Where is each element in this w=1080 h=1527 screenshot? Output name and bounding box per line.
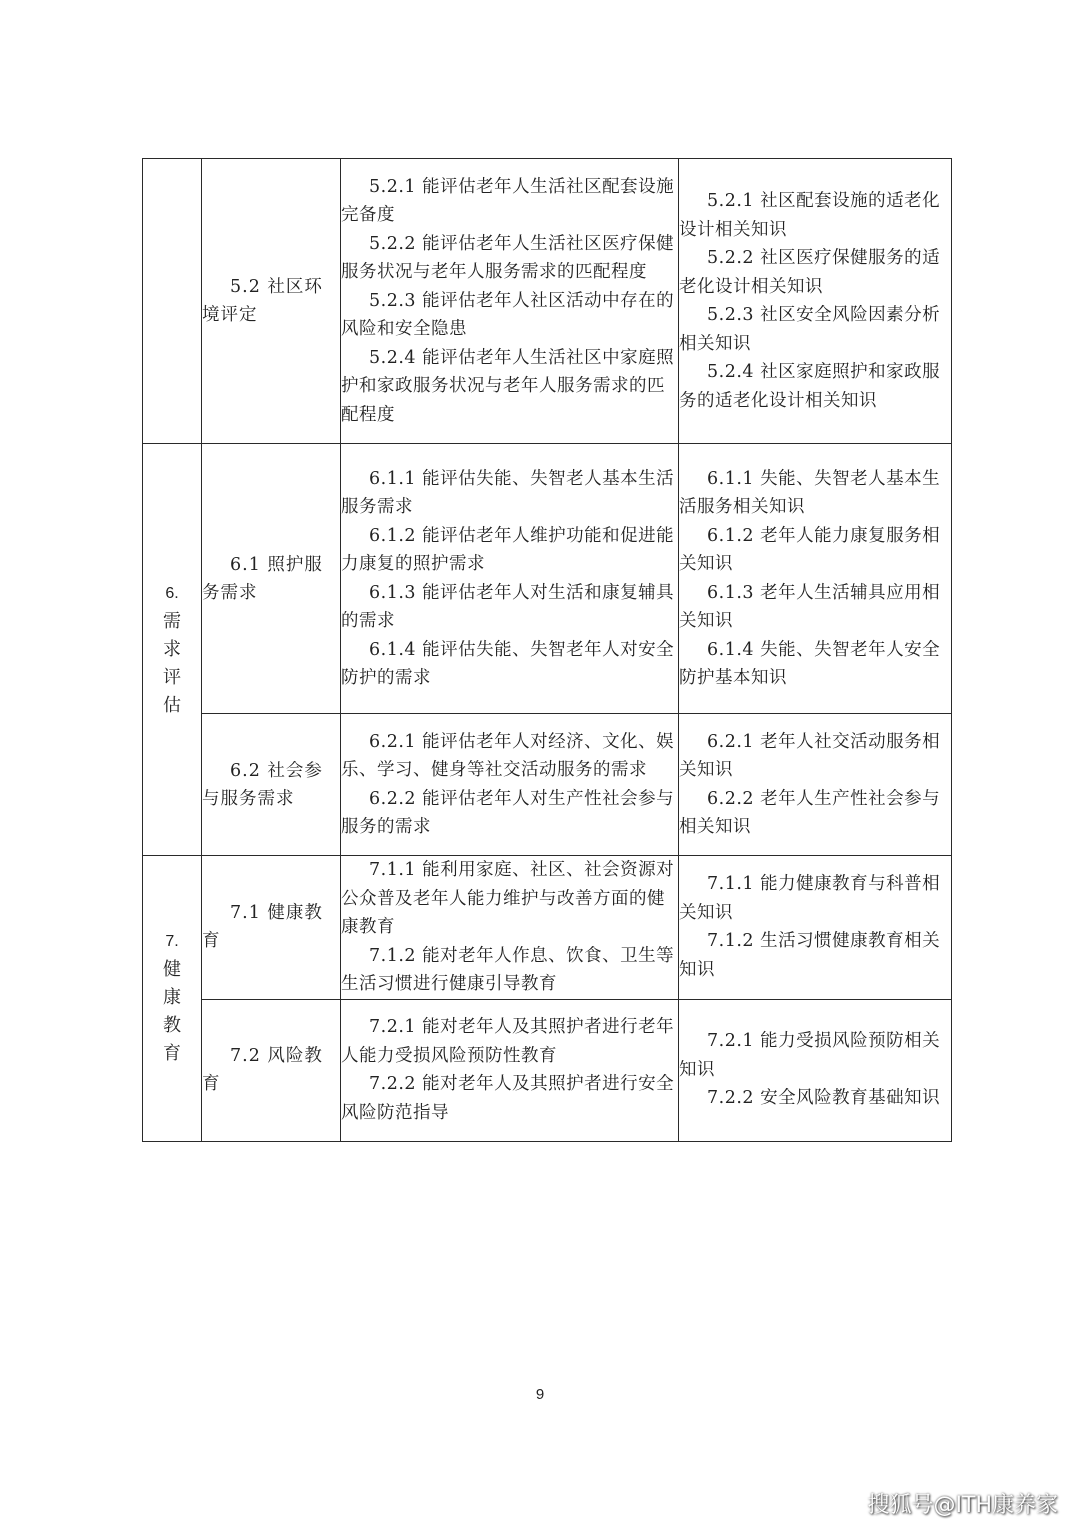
knowledge-item: 6.1.4 失能、失智老年人安全防护基本知识 (679, 639, 941, 688)
page-number: 9 (535, 1386, 545, 1403)
knowledge-cell (679, 856, 952, 1000)
table-row (143, 856, 952, 1000)
skills-cell (341, 856, 679, 1000)
skill-item: 6.2.1 能评估老年人对经济、文化、娱乐、学习、健身等社交活动服务的需求 (341, 731, 675, 780)
knowledge-item: 5.2.3 社区安全风险因素分析相关知识 (679, 305, 941, 354)
skill-item: 6.1.2 能评估老年人维护功能和促进能力康复的照护需求 (341, 525, 675, 574)
watermark: 搜狐号@ITH康养家 (867, 1493, 1058, 1518)
knowledge-item: 6.1.2 老年人能力康复服务相关知识 (679, 525, 941, 574)
knowledge-item: 6.2.1 老年人社交活动服务相关知识 (679, 731, 941, 780)
knowledge-cell (679, 999, 952, 1141)
knowledge-item: 5.2.2 社区医疗保健服务的适老化设计相关知识 (679, 248, 941, 297)
knowledge-cell (679, 714, 952, 856)
knowledge-item: 5.2.4 社区家庭照护和家政服务的适老化设计相关知识 (679, 362, 941, 411)
skill-item: 6.1.3 能评估老年人对生活和康复辅具的需求 (341, 582, 675, 631)
knowledge-item: 5.2.1 社区配套设施的适老化设计相关知识 (679, 191, 941, 240)
knowledge-item: 6.1.3 老年人生活辅具应用相关知识 (679, 582, 941, 631)
knowledge-item: 7.1.2 生活习惯健康教育相关知识 (679, 931, 941, 980)
knowledge-item: 7.1.1 能力健康教育与科普相关知识 (679, 874, 941, 923)
knowledge-item: 7.2.2 安全风险教育基础知识 (707, 1088, 941, 1109)
unit-cell: 6.1 照护服务需求 (202, 444, 341, 714)
skill-item: 5.2.4 能评估老年人生活社区中家庭照护和家政服务状况与老年人服务需求的匹配程度 (341, 347, 675, 425)
occupational-standard-table (142, 158, 952, 1142)
skills-cell (341, 159, 679, 444)
skill-item: 6.1.4 能评估失能、失智老年人对安全防护的需求 (341, 639, 675, 688)
unit-cell: 7.1 健康教育 (202, 856, 341, 1000)
unit-cell: 6.2 社会参与服务需求 (202, 714, 341, 856)
skills-cell (341, 999, 679, 1141)
skill-item: 7.2.2 能对老年人及其照护者进行安全风险防范指导 (341, 1074, 675, 1123)
skills-cell (341, 714, 679, 856)
skill-item: 5.2.2 能评估老年人生活社区医疗保健服务状况与老年人服务需求的匹配程度 (341, 233, 675, 283)
knowledge-cell (679, 159, 952, 444)
chapter-cell-6: 6. 需 求 评 估 (143, 444, 202, 856)
unit-cell: 5.2 社区环境评定 (202, 159, 341, 444)
skill-item: 6.2.2 能评估老年人对生产性社会参与服务的需求 (341, 788, 675, 837)
table-row (143, 159, 952, 444)
knowledge-item: 7.2.1 能力受损风险预防相关知识 (679, 1031, 941, 1080)
skill-item: 7.1.1 能利用家庭、社区、社会资源对公众普及老年人能力维护与改善方面的健康教育 (341, 860, 675, 937)
unit-cell: 7.2 风险教育 (202, 999, 341, 1141)
table-row (143, 714, 952, 856)
chapter-cell-continued (143, 159, 202, 444)
skill-item: 7.2.1 能对老年人及其照护者进行老年人能力受损风险预防性教育 (341, 1017, 675, 1066)
skill-item: 5.2.1 能评估老年人生活社区配套设施完备度 (341, 176, 675, 226)
skill-item: 6.1.1 能评估失能、失智老人基本生活服务需求 (341, 468, 675, 517)
chapter-cell-7: 7. 健 康 教 育 (143, 856, 202, 1142)
knowledge-cell (679, 444, 952, 714)
table-row (143, 999, 952, 1141)
knowledge-item: 6.2.2 老年人生产性社会参与相关知识 (679, 788, 941, 837)
skills-cell (341, 444, 679, 714)
knowledge-item: 6.1.1 失能、失智老人基本生活服务相关知识 (679, 468, 941, 517)
table-row (143, 444, 952, 714)
skill-item: 5.2.3 能评估老年人社区活动中存在的风险和安全隐患 (341, 290, 675, 340)
skill-item: 7.1.2 能对老年人作息、饮食、卫生等生活习惯进行健康引导教育 (341, 945, 675, 994)
